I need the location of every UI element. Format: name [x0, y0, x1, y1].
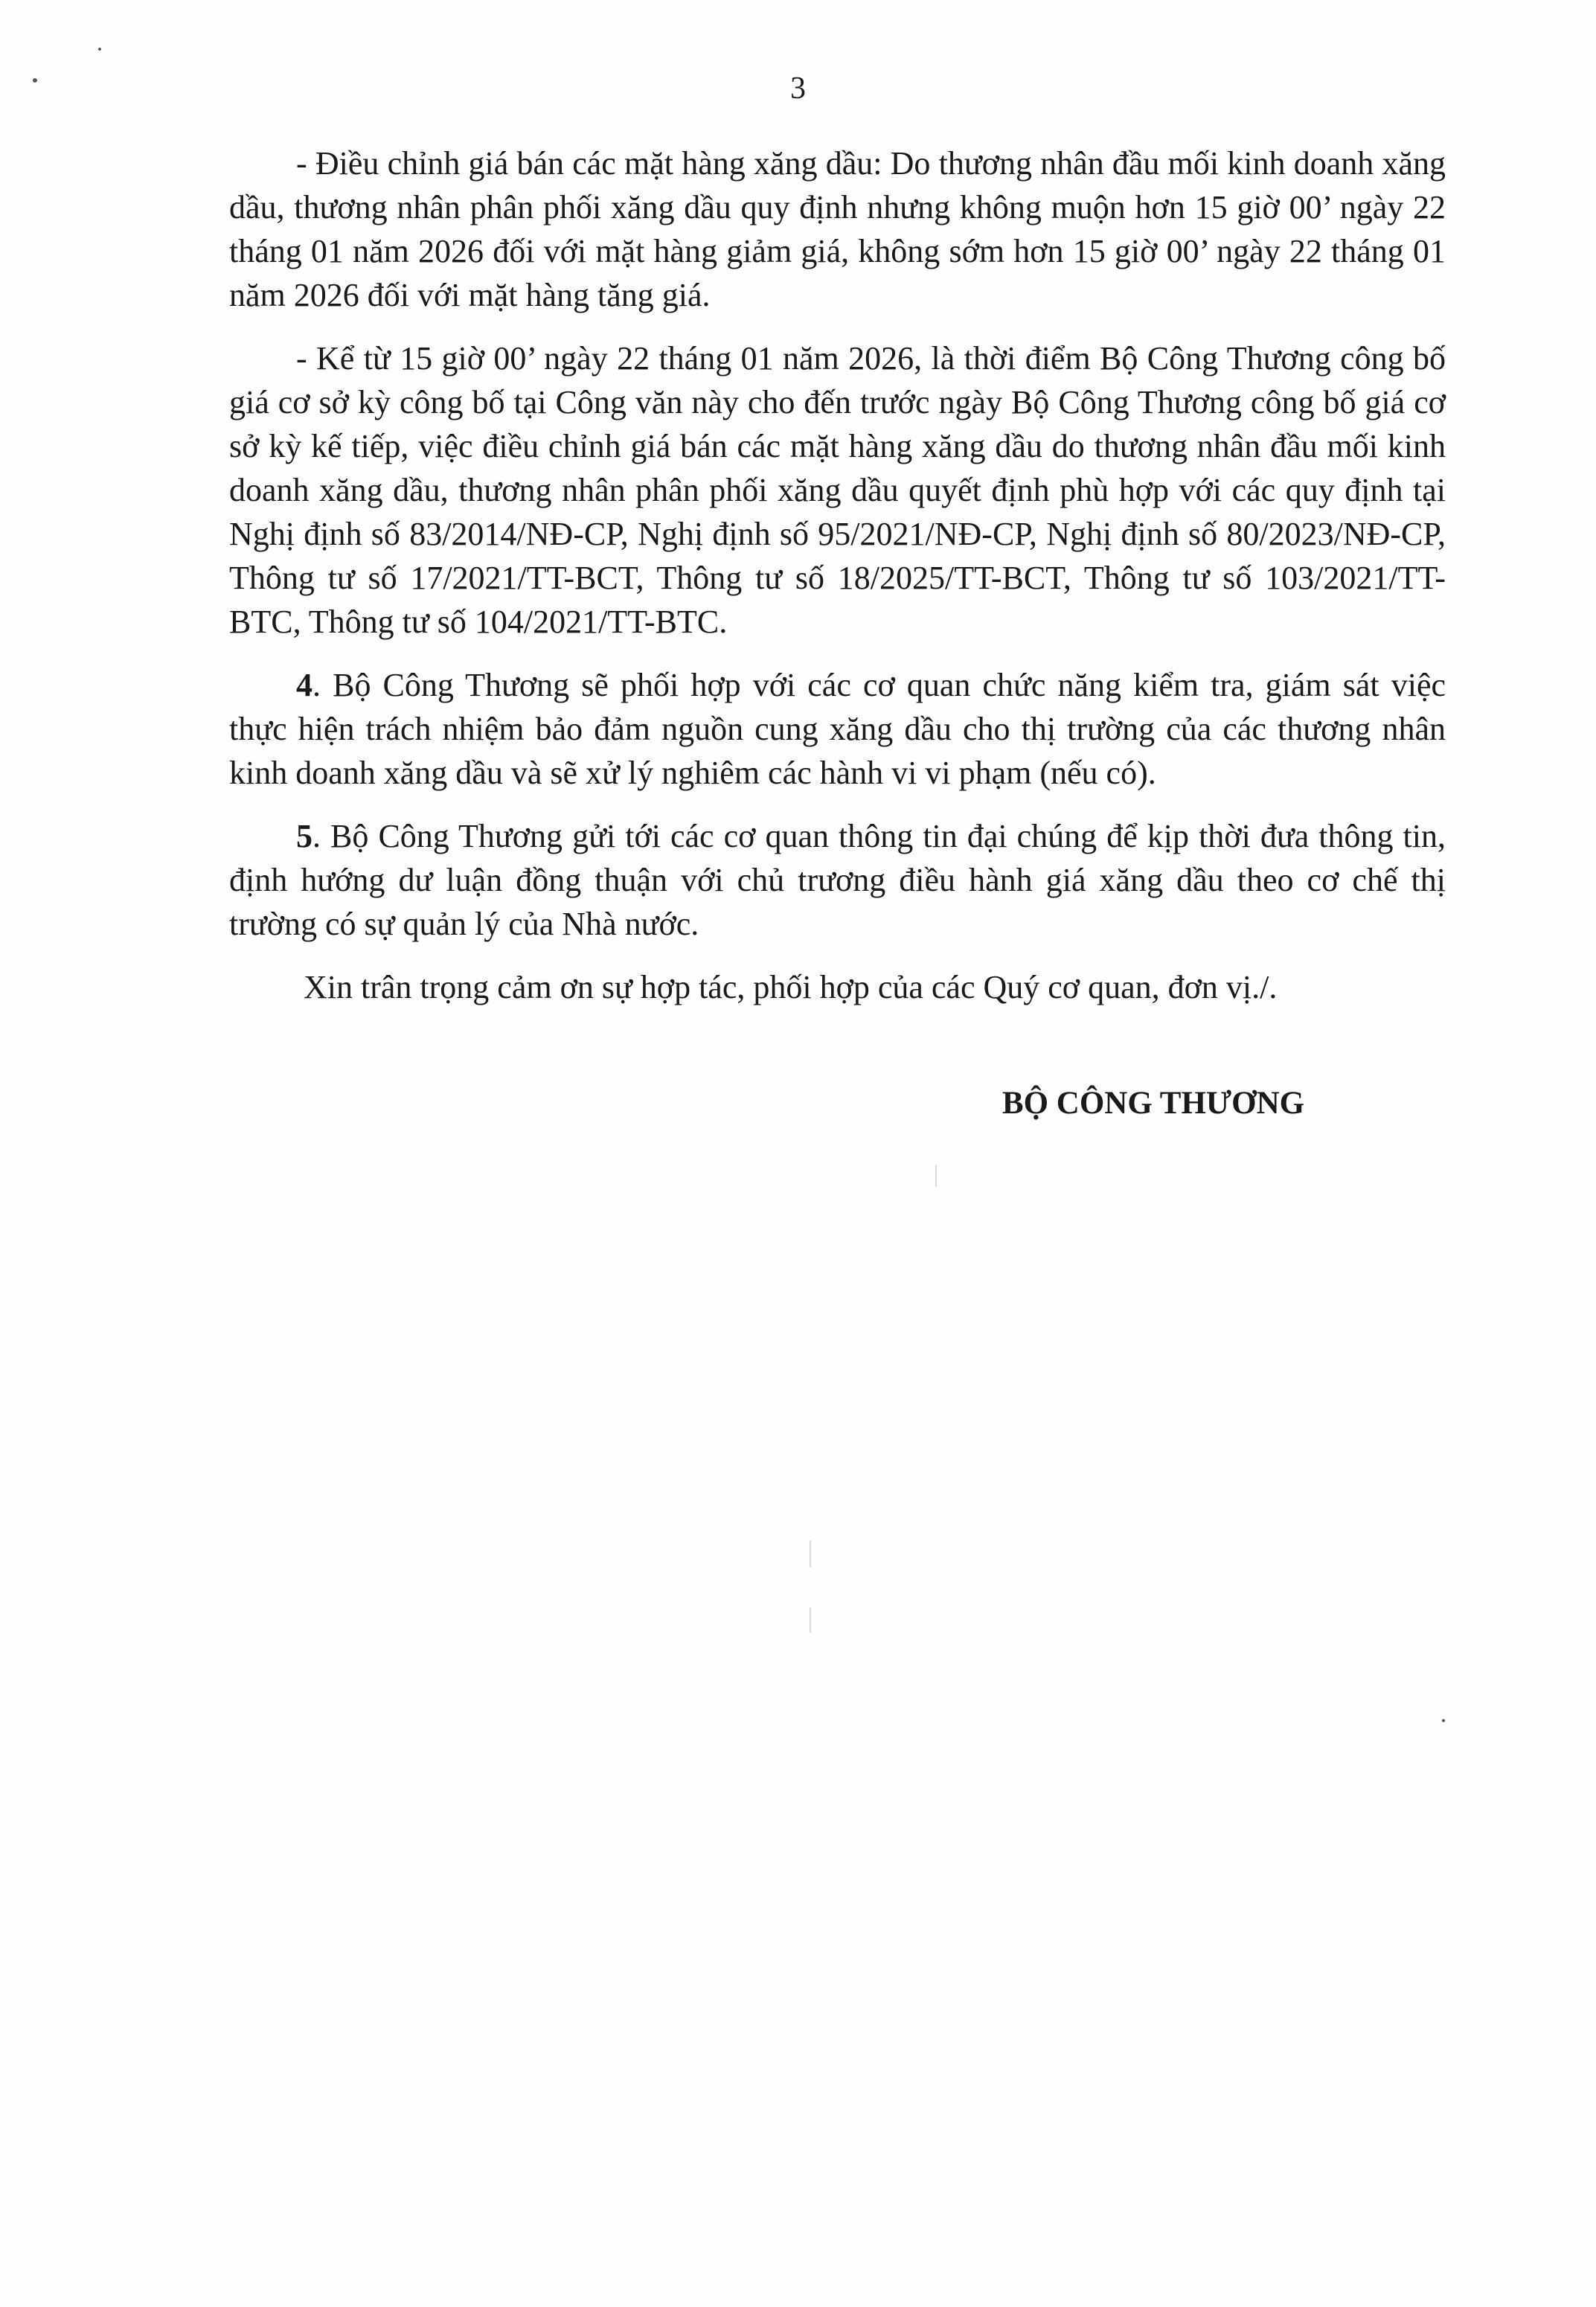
paragraph-text: - Điều chỉnh giá bán các mặt hàng xăng dầu: Do thương nhân đầu mối kinh doanh xăng dầu, thương nhân phân phối xăng dầu quy định nhưng không muộn hơn 15 giờ 00’ ngày 22 tháng 01 năm 2026 đối với mặt hàng giảm giá, không sớm hơn 15 giờ 00’ ngày 22 tháng 01 năm 2026 đối với mặt hàng tăng giá. — [229, 145, 1446, 313]
paragraph-number: 4 — [296, 667, 313, 703]
scan-speck — [98, 48, 101, 51]
paragraph-item-5 — [229, 814, 1446, 946]
paragraph-text: - Kể từ 15 giờ 00’ ngày 22 tháng 01 năm 2026, là thời điểm Bộ Công Thương công bố giá cơ sở kỳ công bố tại Công văn này cho đến trước ngày Bộ Công Thương công bố giá cơ sở kỳ kế tiếp, việc điều chỉnh giá bán các mặt hàng xăng dầu do thương nhân đầu mối kinh doanh xăng dầu, thương nhân phân phối xăng dầu quyết định phù hợp với các quy định tại Nghị định số 83/2014/NĐ-CP, Nghị định số 95/2021/NĐ-CP, Nghị định số 80/2023/NĐ-CP, Thông tư số 17/2021/TT-BCT, Thông tư số 18/2025/TT-BCT, Thông tư số 103/2021/TT-BTC, Thông tư số 104/2021/TT-BTC. — [229, 340, 1446, 640]
paragraph-text: . Bộ Công Thương gửi tới các cơ quan thông tin đại chúng để kịp thời đưa thông tin, định hướng dư luận đồng thuận với chủ trương điều hành giá xăng dầu theo cơ chế thị trường có sự quản lý của Nhà nước. — [229, 818, 1446, 942]
closing-line: Xin trân trọng cảm ơn sự hợp tác, phối hợp của các Quý cơ quan, đơn vị./. — [304, 969, 1278, 1005]
scan-artifact-line — [810, 1607, 811, 1633]
paragraph-item-4 — [229, 663, 1446, 795]
page-number: 3 — [790, 71, 806, 106]
paragraph-text: . Bộ Công Thương sẽ phối hợp với các cơ quan chức năng kiểm tra, giám sát việc thực hiện trách nhiệm bảo đảm nguồn cung xăng dầu cho thị trường của các thương nhân kinh doanh xăng dầu và sẽ xử lý nghiêm các hành vi vi phạm (nếu có). — [229, 667, 1446, 791]
paragraph-effective-time — [229, 336, 1446, 644]
document-body — [229, 141, 1446, 1009]
scan-artifact-line — [935, 1165, 937, 1187]
scan-speck — [33, 78, 37, 83]
scan-speck — [1442, 1719, 1445, 1722]
scan-artifact-line — [810, 1540, 811, 1567]
signature-organization: BỘ CÔNG THƯƠNG — [1001, 1086, 1305, 1121]
paragraph-price-adjustment — [229, 141, 1446, 317]
paragraph-number: 5 — [296, 818, 313, 854]
